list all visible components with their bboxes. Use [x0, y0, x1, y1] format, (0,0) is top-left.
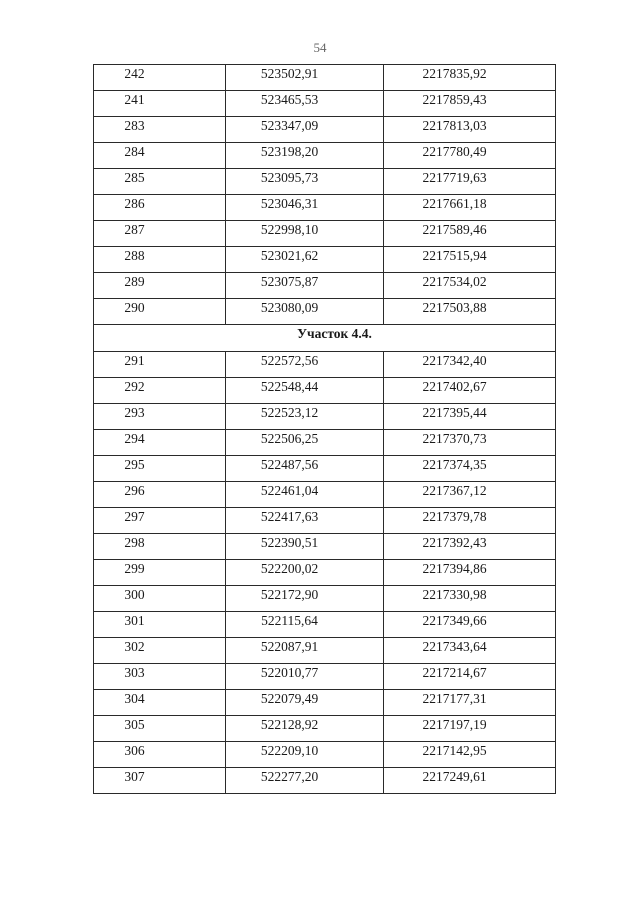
y-coordinate-cell: 2217503,88 [384, 299, 556, 325]
x-coordinate-cell: 522010,77 [226, 664, 384, 690]
table-row [94, 273, 556, 299]
y-coordinate-cell: 2217349,66 [384, 612, 556, 638]
y-coordinate-cell: 2217379,78 [384, 508, 556, 534]
point-number-cell: 294 [94, 430, 226, 456]
x-coordinate-cell: 522506,25 [226, 430, 384, 456]
table-row [94, 221, 556, 247]
x-coordinate-cell: 523198,20 [226, 143, 384, 169]
x-coordinate-cell: 522209,10 [226, 742, 384, 768]
table-row [94, 91, 556, 117]
point-number-cell: 304 [94, 690, 226, 716]
y-coordinate-cell: 2217515,94 [384, 247, 556, 273]
table-row [94, 378, 556, 404]
table-row [94, 586, 556, 612]
table-row [94, 508, 556, 534]
point-number-cell: 299 [94, 560, 226, 586]
x-coordinate-cell: 522390,51 [226, 534, 384, 560]
table-row [94, 143, 556, 169]
table-row [94, 482, 556, 508]
y-coordinate-cell: 2217330,98 [384, 586, 556, 612]
x-coordinate-cell: 522487,56 [226, 456, 384, 482]
y-coordinate-cell: 2217719,63 [384, 169, 556, 195]
x-coordinate-cell: 523046,31 [226, 195, 384, 221]
point-number-cell: 292 [94, 378, 226, 404]
x-coordinate-cell: 523021,62 [226, 247, 384, 273]
x-coordinate-cell: 522115,64 [226, 612, 384, 638]
y-coordinate-cell: 2217661,18 [384, 195, 556, 221]
table-row [94, 117, 556, 143]
table-row [94, 404, 556, 430]
table-row [94, 664, 556, 690]
x-coordinate-cell: 523080,09 [226, 299, 384, 325]
section-header-group [94, 325, 556, 352]
point-number-cell: 306 [94, 742, 226, 768]
point-number-cell: 297 [94, 508, 226, 534]
y-coordinate-cell: 2217589,46 [384, 221, 556, 247]
x-coordinate-cell: 523075,87 [226, 273, 384, 299]
x-coordinate-cell: 522417,63 [226, 508, 384, 534]
x-coordinate-cell: 522172,90 [226, 586, 384, 612]
point-number-cell: 291 [94, 352, 226, 378]
x-coordinate-cell: 522461,04 [226, 482, 384, 508]
page-number: 54 [313, 40, 327, 55]
y-coordinate-cell: 2217142,95 [384, 742, 556, 768]
y-coordinate-cell: 2217780,49 [384, 143, 556, 169]
y-coordinate-cell: 2217367,12 [384, 482, 556, 508]
coordinates-table-body-before [94, 65, 556, 325]
table-row [94, 195, 556, 221]
point-number-cell: 295 [94, 456, 226, 482]
y-coordinate-cell: 2217402,67 [384, 378, 556, 404]
table-row [94, 690, 556, 716]
y-coordinate-cell: 2217177,31 [384, 690, 556, 716]
x-coordinate-cell: 522128,92 [226, 716, 384, 742]
coordinates-table-body-after [94, 352, 556, 794]
x-coordinate-cell: 523465,53 [226, 91, 384, 117]
table-row [94, 638, 556, 664]
y-coordinate-cell: 2217342,40 [384, 352, 556, 378]
table-row [94, 612, 556, 638]
table-row [94, 768, 556, 794]
point-number-cell: 283 [94, 117, 226, 143]
point-number-cell: 242 [94, 65, 226, 91]
y-coordinate-cell: 2217370,73 [384, 430, 556, 456]
x-coordinate-cell: 522087,91 [226, 638, 384, 664]
point-number-cell: 290 [94, 299, 226, 325]
table-row [94, 352, 556, 378]
x-coordinate-cell: 523095,73 [226, 169, 384, 195]
point-number-cell: 303 [94, 664, 226, 690]
point-number-cell: 288 [94, 247, 226, 273]
table-row [94, 299, 556, 325]
point-number-cell: 298 [94, 534, 226, 560]
table-row [94, 247, 556, 273]
point-number-cell: 301 [94, 612, 226, 638]
table-row [94, 169, 556, 195]
point-number-cell: 302 [94, 638, 226, 664]
point-number-cell: 296 [94, 482, 226, 508]
point-number-cell: 305 [94, 716, 226, 742]
y-coordinate-cell: 2217394,86 [384, 560, 556, 586]
y-coordinate-cell: 2217835,92 [384, 65, 556, 91]
point-number-cell: 241 [94, 91, 226, 117]
y-coordinate-cell: 2217392,43 [384, 534, 556, 560]
section-header-row [94, 325, 556, 352]
x-coordinate-cell: 522572,56 [226, 352, 384, 378]
table-row [94, 716, 556, 742]
point-number-cell: 293 [94, 404, 226, 430]
x-coordinate-cell: 523502,91 [226, 65, 384, 91]
table-row [94, 456, 556, 482]
section-title: Участок 4.4. [94, 325, 556, 352]
table-row [94, 65, 556, 91]
point-number-cell: 300 [94, 586, 226, 612]
point-number-cell: 286 [94, 195, 226, 221]
x-coordinate-cell: 522200,02 [226, 560, 384, 586]
table-row [94, 742, 556, 768]
x-coordinate-cell: 522277,20 [226, 768, 384, 794]
x-coordinate-cell: 522079,49 [226, 690, 384, 716]
table-row [94, 430, 556, 456]
table-row [94, 534, 556, 560]
y-coordinate-cell: 2217214,67 [384, 664, 556, 690]
y-coordinate-cell: 2217343,64 [384, 638, 556, 664]
y-coordinate-cell: 2217249,61 [384, 768, 556, 794]
y-coordinate-cell: 2217374,35 [384, 456, 556, 482]
coordinates-table [93, 64, 556, 794]
y-coordinate-cell: 2217395,44 [384, 404, 556, 430]
table-row [94, 560, 556, 586]
x-coordinate-cell: 523347,09 [226, 117, 384, 143]
x-coordinate-cell: 522523,12 [226, 404, 384, 430]
y-coordinate-cell: 2217197,19 [384, 716, 556, 742]
y-coordinate-cell: 2217534,02 [384, 273, 556, 299]
point-number-cell: 284 [94, 143, 226, 169]
x-coordinate-cell: 522998,10 [226, 221, 384, 247]
y-coordinate-cell: 2217859,43 [384, 91, 556, 117]
y-coordinate-cell: 2217813,03 [384, 117, 556, 143]
point-number-cell: 285 [94, 169, 226, 195]
point-number-cell: 287 [94, 221, 226, 247]
point-number-cell: 307 [94, 768, 226, 794]
x-coordinate-cell: 522548,44 [226, 378, 384, 404]
point-number-cell: 289 [94, 273, 226, 299]
